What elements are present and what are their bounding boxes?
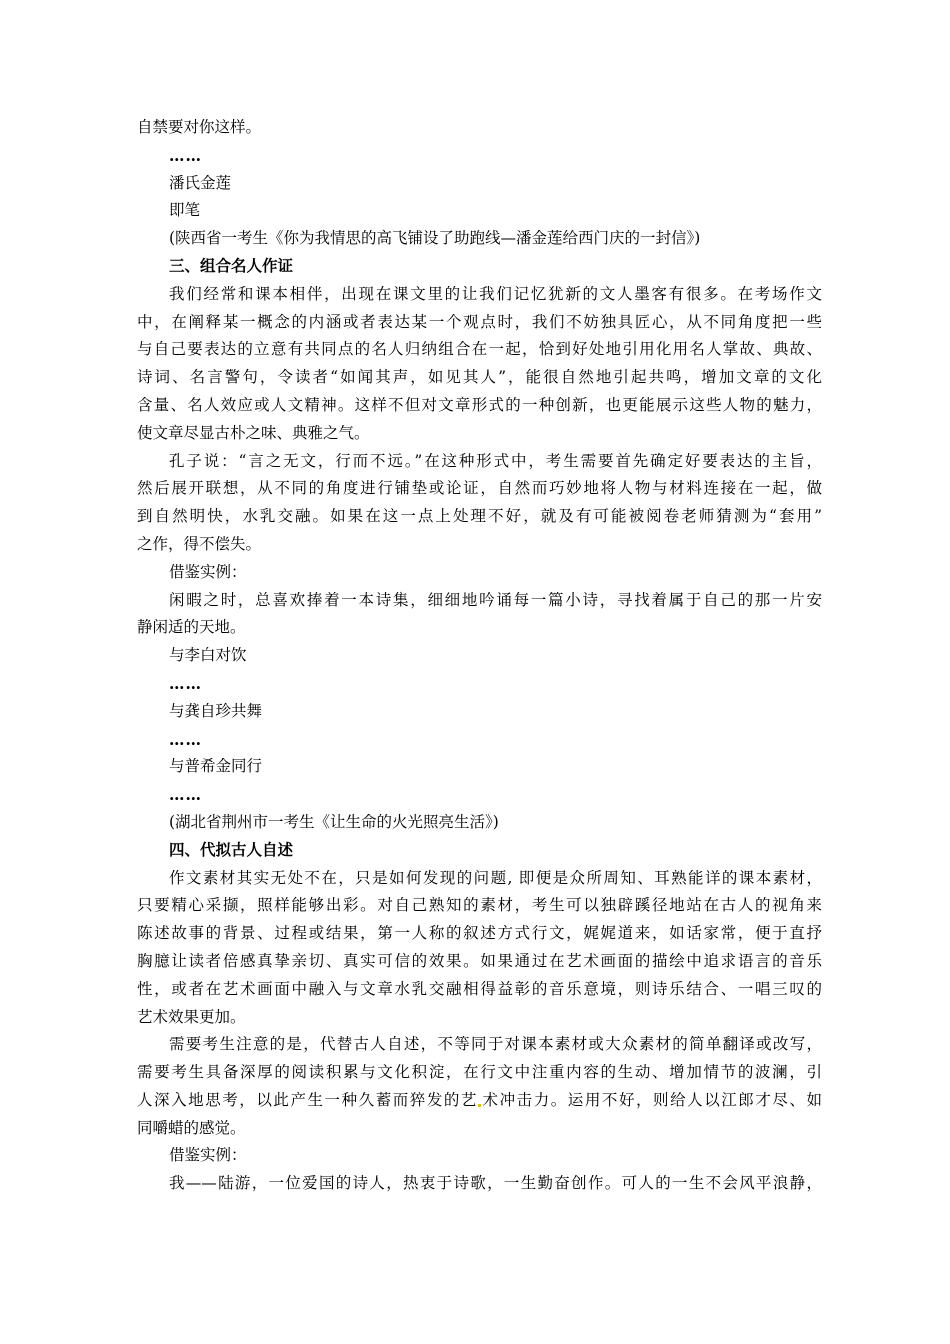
paragraph-line: 然后展开联想，从不同的角度进行铺垫或论证，自然而巧妙地将人物与材料连接在一起，做: [137, 479, 822, 498]
paragraph-line: (陕西省一考生《你为我情思的高飞铺设了助跑线—潘金莲给西门庆的一封信》): [169, 229, 701, 248]
paragraph-line: 之作，得不偿失。: [137, 534, 262, 553]
text-segment: 人深入地思考，以此产生一种久蓄而猝发的艺: [137, 1090, 478, 1109]
paragraph-line: 潘氏金莲: [169, 173, 232, 192]
paragraph-line: 作文素材其实无处不在，只是如何发现的问题, 即便是众所周知、耳熟能详的课本素材，: [169, 868, 822, 887]
paragraph-line: 与普希金同行: [169, 757, 263, 776]
paragraph-line: 借鉴实例：: [169, 562, 247, 581]
ellipsis-line: ……: [169, 145, 202, 165]
paragraph-line: [137, 1087, 822, 1115]
paragraph-line: 同嚼蜡的感觉。: [137, 1118, 246, 1137]
paragraph-line: 闲暇之时，总喜欢捧着一本诗集，细细地吟诵每一篇小诗，寻找着属于自己的那一片安: [169, 590, 822, 609]
paragraph-line: 使文章尽显古朴之味、典雅之气。: [137, 423, 370, 442]
section-heading: 四、代拟古人自述: [169, 840, 294, 859]
paragraph-line: 我——陆游，一位爱国的诗人，热衷于诗歌，一生勤奋创作。可人的一生不会风平浪静，: [169, 1174, 822, 1193]
paragraph-line: 诗词、名言警句，令读者“如闻其声，如见其人”，能很自然地引起共鸣，增加文章的文化: [137, 368, 822, 387]
paragraph-line: 艺术效果更加。: [137, 1007, 246, 1026]
document-page: [137, 114, 822, 1198]
paragraph-line: 孔子说：“言之无文，行而不远。”在这种形式中，考生需要首先确定好要表达的主旨，: [169, 451, 822, 470]
paragraph-line: 只要精心采撷，照样能够出彩。对自己熟知的素材，考生可以独辟蹊径地站在古人的视角来: [137, 896, 822, 915]
paragraph-line: 中，在阐释某一概念的内涵或者表达某一个观点时，我们不妨独具匠心，从不同角度把一些: [137, 312, 822, 331]
paragraph-line: 与李白对饮: [169, 646, 247, 665]
paragraph-line: 性，或者在艺术画面中融入与文章水乳交融相得益彰的音乐意境，则诗乐结合、一唱三叹的: [137, 979, 822, 998]
section-heading: 三、组合名人作证: [169, 256, 294, 275]
paragraph-line: 静闲适的天地。: [137, 618, 246, 637]
paragraph-line: 需要考生具备深厚的阅读积累与文化积淀，在行文中注重内容的生动、增加情节的波澜，引: [137, 1063, 822, 1082]
paragraph-line: 与自己要表达的立意有共同点的名人归纳组合在一起，恰到好处地引用化用名人掌故、典故、: [137, 340, 822, 359]
paragraph-line: (湖北省荆州市一考生《让生命的火光照亮生活》): [169, 812, 499, 831]
paragraph-line: 与龚自珍共舞: [169, 701, 263, 720]
paragraph-line: 需要考生注意的是，代替古人自述，不等同于对课本素材或大众素材的简单翻译或改写，: [169, 1035, 822, 1054]
ellipsis-line: ……: [169, 673, 202, 693]
paragraph-line: 我们经常和课本相伴，出现在课文里的让我们记忆犹新的文人墨客有很多。在考场作文: [169, 284, 822, 303]
paragraph-line: 到自然明快，水乳交融。如果在这一点上处理不好，就及有可能被阅卷老师猜测为“套用”: [137, 507, 822, 526]
paragraph-line: 自禁要对你这样。: [137, 118, 262, 136]
paragraph-line: 胸臆让读者倍感真挚亲切、真实可信的效果。如果通过在艺术画面的描绘中追求语言的音乐: [137, 951, 822, 970]
ellipsis-line: ……: [169, 729, 202, 749]
paragraph-line: 借鉴实例：: [169, 1146, 247, 1165]
paragraph-line: 即笔: [169, 201, 201, 220]
text-segment: 术冲击力。运用不好，则给人以江郎才尽、如: [481, 1090, 822, 1109]
paragraph-line: 含量、名人效应或人文精神。这样不但对文章形式的一种创新，也更能展示这些人物的魅力，: [137, 395, 822, 414]
paragraph-line: 陈述故事的背景、过程或结果，第一人称的叙述方式行文，娓娓道来，如话家常，便于直抒: [137, 924, 822, 943]
ellipsis-line: ……: [169, 785, 202, 805]
